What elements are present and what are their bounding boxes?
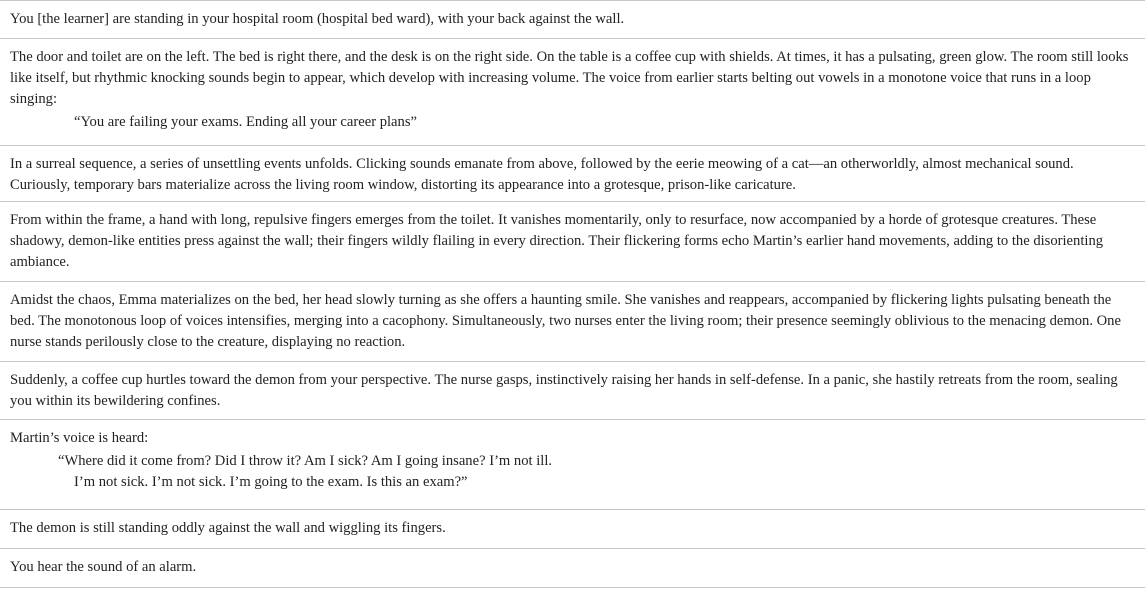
quote-line-1: “Where did it come from? Did I throw it? Am I sick? Am I going insane? I’m not ill. xyxy=(58,453,553,469)
row-text: You hear the sound of an alarm. xyxy=(10,559,197,575)
row-text: In a surreal sequence, a series of unsettling events unfolds. Clicking sounds emanate from above, followed by the eerie meowing of a cat—an otherworldly, almost mechanical sound. Curiously, temporary bars materialize across the living room window, distorting its appearance into a grotesque, prison-like caricature. xyxy=(10,156,1074,193)
quote-line-2: I’m not sick. I’m not sick. I’m going to the exam. Is this an exam?” xyxy=(74,474,468,490)
row-text: Suddenly, a coffee cup hurtles toward the demon from your perspective. The nurse gasps, instinctively raising her hands in self-defense. In a panic, she hastily retreats from the room, sealing you within its bewildering confines. xyxy=(10,372,1118,409)
row-quote xyxy=(58,451,1135,493)
row-text: Amidst the chaos, Emma materializes on the bed, her head slowly turning as she offers a haunting smile. She vanishes and reappears, accompanied by flickering lights pulsating beneath the bed. The monotonous loop of voices intensifies, merging into a cacophony. Simultaneously, two nurses enter the living room; their presence seemingly oblivious to the menacing demon. One nurse stands perilously close to the creature, displaying no reaction. xyxy=(10,292,1121,350)
row-text: The door and toilet are on the left. The bed is right there, and the desk is on the right side. On the table is a coffee cup with shields. At times, it has a pulsating, green glow. The room still looks like itself, but rhythmic knocking sounds begin to appear, which develop with increasing volume. The voice from earlier starts belting out vowels in a monotone voice that runs in a loop singing: xyxy=(10,49,1129,107)
row-text: You [the learner] are standing in your hospital room (hospital bed ward), with your back against the wall. xyxy=(10,11,625,27)
table-row xyxy=(0,361,1145,419)
table-row xyxy=(0,0,1145,38)
row-text: The demon is still standing oddly against the wall and wiggling its fingers. xyxy=(10,520,446,536)
table-row xyxy=(0,419,1145,509)
table-row xyxy=(0,509,1145,548)
row-quote: “You are failing your exams. Ending all your career plans” xyxy=(74,114,417,130)
table-row xyxy=(0,548,1145,588)
table-row xyxy=(0,281,1145,361)
table-row xyxy=(0,201,1145,281)
table-row xyxy=(0,38,1145,145)
row-text: Martin’s voice is heard: xyxy=(10,430,149,446)
table-row xyxy=(0,145,1145,201)
row-text: From within the frame, a hand with long, repulsive fingers emerges from the toilet. It vanishes momentarily, only to resurface, now accompanied by a horde of grotesque creatures. These shadowy, demon-like entities press against the wall; their fingers wildly flailing in every direction. Their flickering forms echo Martin’s earlier hand movements, adding to the disorienting ambiance. xyxy=(10,212,1104,270)
